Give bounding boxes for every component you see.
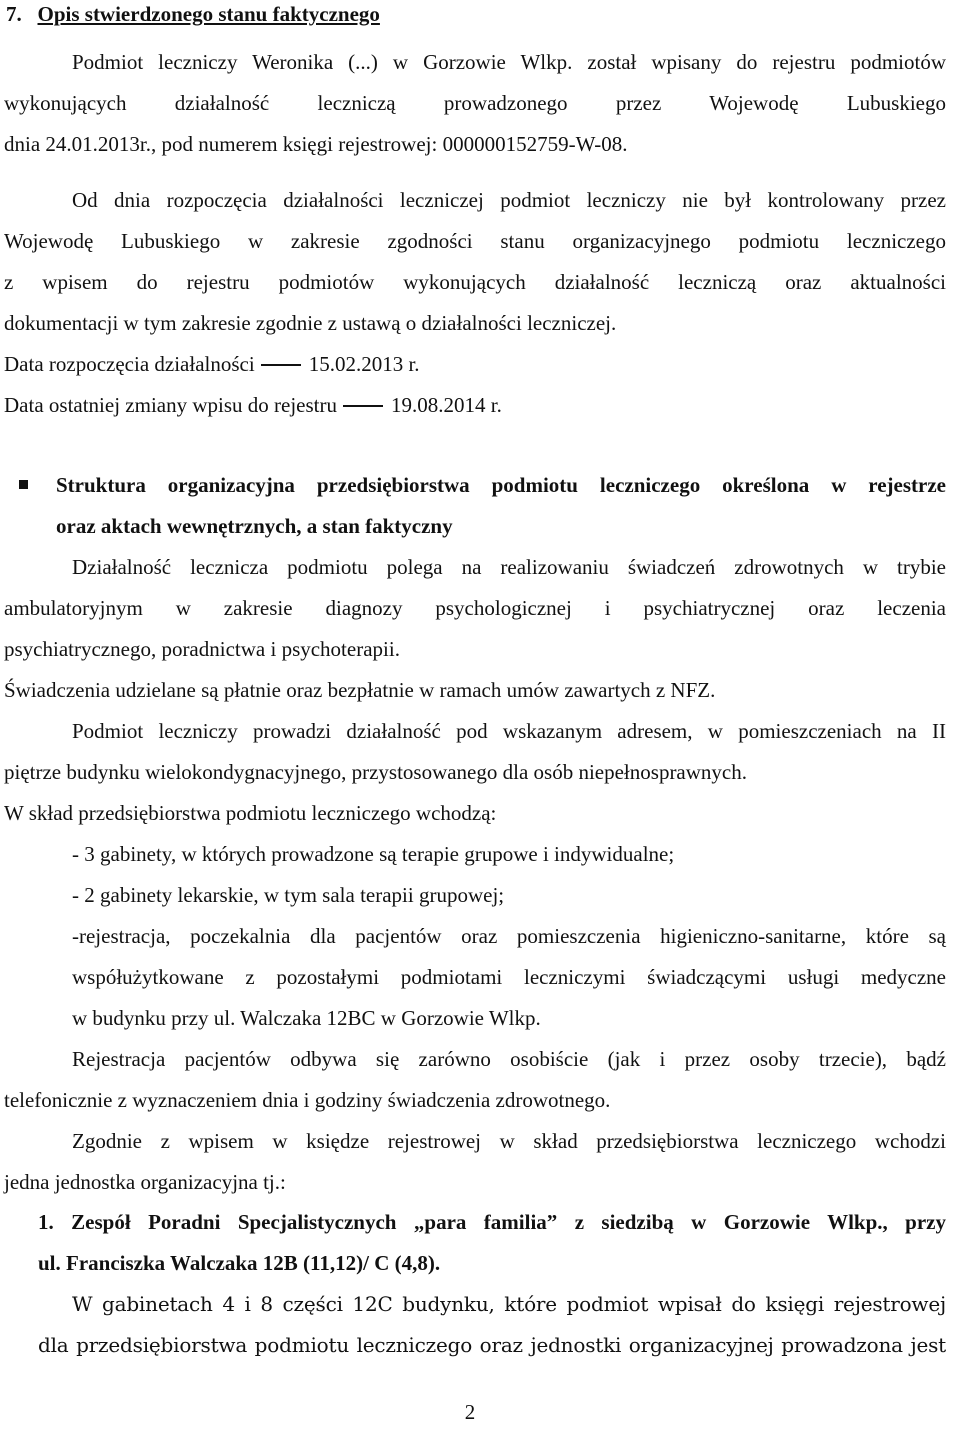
para1-line: wykonujących działalność leczniczą prowadzonego przez Wojewodę Lubuskiego bbox=[4, 91, 946, 115]
section-heading bbox=[6, 0, 380, 28]
dash-separator bbox=[343, 405, 383, 407]
para9-line: W gabinetach 4 i 8 części 12C budynku, które podmiot wpisał do księgi rejestrowej bbox=[72, 1292, 946, 1316]
dash-separator bbox=[261, 364, 301, 366]
para8-line: Zgodnie z wpisem w księdze rejestrowej w skład przedsiębiorstwa leczniczego wchodzi bbox=[72, 1129, 946, 1153]
para2-line: Wojewodę Lubuskiego w zakresie zgodności stanu organizacyjnego podmiotu leczniczego bbox=[4, 229, 946, 253]
change-date-line bbox=[4, 391, 502, 419]
para8-line: jedna jednostka organizacyjna tj.: bbox=[4, 1170, 286, 1194]
list-item: - 2 gabinety lekarskie, w tym sala terapii grupowej; bbox=[72, 883, 505, 907]
section-title-line: oraz aktach wewnętrznych, a stan faktyczny bbox=[56, 514, 453, 538]
para1-line: Podmiot leczniczy Weronika (...) w Gorzowie Wlkp. został wpisany do rejestru podmiotów bbox=[72, 50, 946, 74]
start-date-label: Data rozpoczęcia działalności bbox=[4, 352, 255, 376]
para7-line: telefonicznie z wyznaczeniem dnia i godziny świadczenia zdrowotnego. bbox=[4, 1088, 611, 1112]
start-date-line bbox=[4, 350, 420, 378]
para2-line: Od dnia rozpoczęcia działalności leczniczej podmiot leczniczy nie był kontrolowany przez bbox=[72, 188, 946, 212]
list-item: współużytkowane z pozostałymi podmiotami leczniczymi świadczącymi usługi medyczne bbox=[72, 965, 946, 989]
para4-line: Świadczenia udzielane są płatnie oraz bezpłatnie w ramach umów zawartych z NFZ. bbox=[4, 678, 716, 702]
para2-line: dokumentacji w tym zakresie zgodnie z ustawą o działalności leczniczej. bbox=[4, 311, 617, 335]
heading-number: 7. bbox=[6, 2, 22, 26]
para1-line: dnia 24.01.2013r., pod numerem księgi rejestrowej: 000000152759-W-08. bbox=[4, 132, 628, 156]
para5-line: piętrze budynku wielokondygnacyjnego, przystosowanego dla osób niepełnosprawnych. bbox=[4, 760, 747, 784]
para6-line: W skład przedsiębiorstwa podmiotu leczniczego wchodzą: bbox=[4, 801, 497, 825]
para9-line: dla przedsiębiorstwa podmiotu leczniczego oraz jednostki organizacyjnej prowadzona jest bbox=[38, 1333, 946, 1357]
list-item: - 3 gabinety, w których prowadzone są terapie grupowe i indywidualne; bbox=[72, 842, 675, 866]
change-date-value: 19.08.2014 r. bbox=[391, 393, 502, 417]
para2-line: z wpisem do rejestru podmiotów wykonujących działalność leczniczą oraz aktualności bbox=[4, 270, 946, 294]
square-bullet-icon bbox=[19, 480, 28, 489]
para5-line: Podmiot leczniczy prowadzi działalność pod wskazanym adresem, w pomieszczeniach na II bbox=[72, 719, 946, 743]
list-item: -rejestracja, poczekalnia dla pacjentów oraz pomieszczenia higieniczno-sanitarne, które są bbox=[72, 924, 946, 948]
para3-line: psychiatrycznego, poradnictwa i psychoterapii. bbox=[4, 637, 400, 661]
para3-line: Działalność lecznicza podmiotu polega na realizowaniu świadczeń zdrowotnych w trybie bbox=[72, 555, 946, 579]
change-date-label: Data ostatniej zmiany wpisu do rejestru bbox=[4, 393, 337, 417]
start-date-value: 15.02.2013 r. bbox=[308, 352, 420, 376]
heading-title: Opis stwierdzonego stanu faktycznego bbox=[37, 2, 380, 26]
unit-line: 1. Zespół Poradni Specjalistycznych „para familia” z siedzibą w Gorzowie Wlkp., przy bbox=[38, 1210, 946, 1234]
para3-line: ambulatoryjnym w zakresie diagnozy psychologicznej i psychiatrycznej oraz leczenia bbox=[4, 596, 946, 620]
section-title-line: Struktura organizacyjna przedsiębiorstwa podmiotu leczniczego określona w rejestrze bbox=[56, 473, 946, 497]
list-item: w budynku przy ul. Walczaka 12BC w Gorzowie Wlkp. bbox=[72, 1006, 541, 1030]
unit-line: ul. Franciszka Walczaka 12B (11,12)/ C (4,8). bbox=[38, 1251, 441, 1275]
para7-line: Rejestracja pacjentów odbywa się zarówno osobiście (jak i przez osoby trzecie), bądź bbox=[72, 1047, 946, 1071]
page-number: 2 bbox=[464, 1400, 476, 1424]
